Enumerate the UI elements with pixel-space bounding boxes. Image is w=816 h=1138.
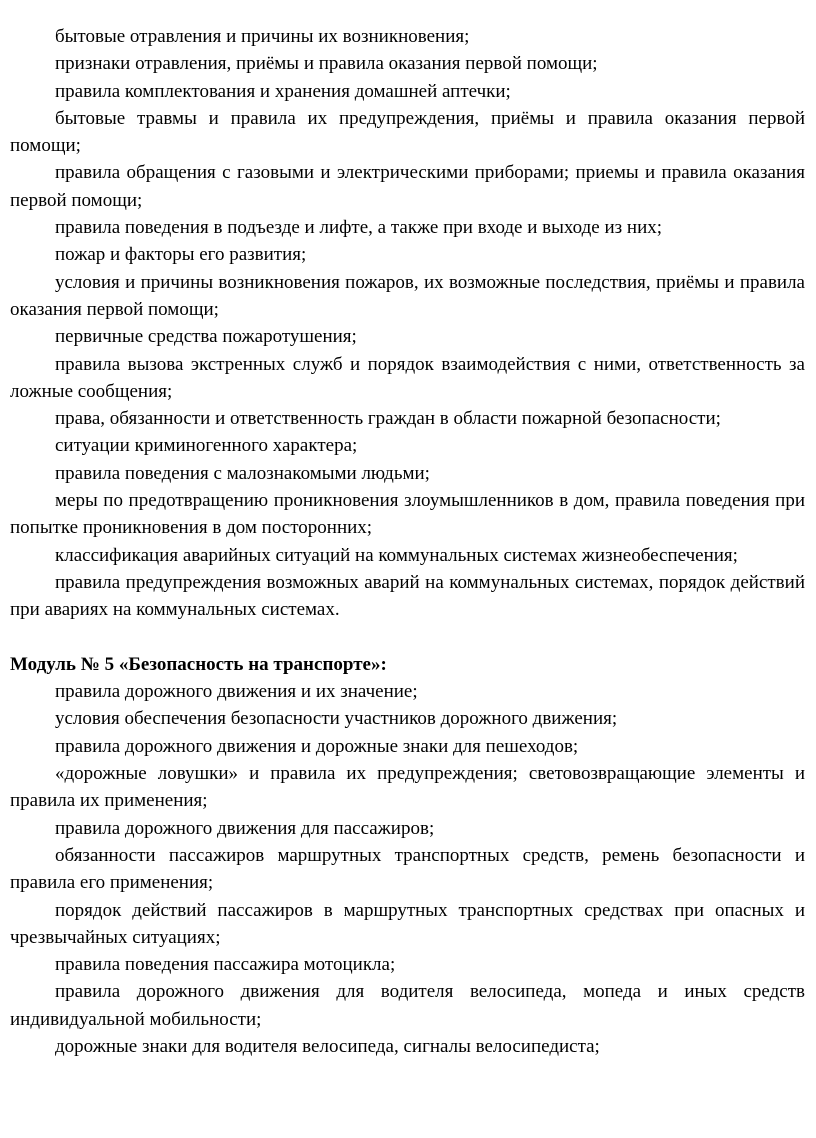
list-item: дорожные знаки для водителя велосипеда, сигналы велосипедиста; <box>55 1035 600 1057</box>
section-spacer <box>10 624 805 651</box>
list-item: правила предупреждения возможных аварий на коммунальных системах, порядок действий при авариях на коммунальных системах. <box>10 571 805 621</box>
list-item: правила дорожного движения и дорожные знаки для пешеходов; <box>55 735 579 757</box>
list-item: условия обеспечения безопасности участников дорожного движения; <box>55 708 618 730</box>
list-item: правила дорожного движения и их значение; <box>55 681 418 703</box>
list-item: бытовые отравления и причины их возникновения; <box>55 26 470 47</box>
list-item: правила поведения с малознакомыми людьми; <box>55 462 430 484</box>
list-item: правила поведения пассажира мотоцикла; <box>55 954 396 976</box>
module-heading: Модуль № 5 «Безопасность на транспорте»: <box>10 653 387 675</box>
list-item: правила поведения в подъезде и лифте, а также при входе и выходе из них; <box>55 217 663 239</box>
list-item: бытовые травмы и правила их предупреждения, приёмы и правила оказания первой помощи; <box>10 107 805 157</box>
list-item: правила обращения с газовыми и электрическими приборами; приемы и правила оказания первой помощи; <box>10 162 805 211</box>
list-item: правила дорожного движения для пассажиров; <box>55 817 435 839</box>
list-item: условия и причины возникновения пожаров, их возможные последствия, приёмы и правила оказания первой помощи; <box>10 271 805 320</box>
list-item: правила комплектования и хранения домашней аптечки; <box>55 80 511 102</box>
list-item: правила дорожного движения для водителя велосипеда, мопеда и иных средств индивидуальной мобильности; <box>10 981 805 1030</box>
list-item: меры по предотвращению проникновения злоумышленников в дом, правила поведения при попытке проникновения в дом посторонних; <box>10 490 805 539</box>
list-item: порядок действий пассажиров в маршрутных транспортных средствах при опасных и чрезвычайных ситуациях; <box>10 899 805 948</box>
document-page <box>10 23 805 1060</box>
list-item: правила вызова экстренных служб и порядок взаимодействия с ними, ответственность за ложные сообщения; <box>10 353 805 402</box>
list-item: пожар и факторы его развития; <box>55 244 307 266</box>
list-item: «дорожные ловушки» и правила их предупреждения; световозвращающие элементы и правила их применения; <box>10 763 805 812</box>
list-item: права, обязанности и ответственность граждан в области пожарной безопасности; <box>55 408 721 430</box>
list-item: ситуации криминогенного характера; <box>55 435 358 457</box>
list-item: первичные средства пожаротушения; <box>55 326 357 348</box>
list-item: классификация аварийных ситуаций на коммунальных системах жизнеобеспечения; <box>55 544 738 566</box>
list-item: обязанности пассажиров маршрутных транспортных средств, ремень безопасности и правила его применения; <box>10 844 805 894</box>
list-item: признаки отравления, приёмы и правила оказания первой помощи; <box>55 53 598 75</box>
